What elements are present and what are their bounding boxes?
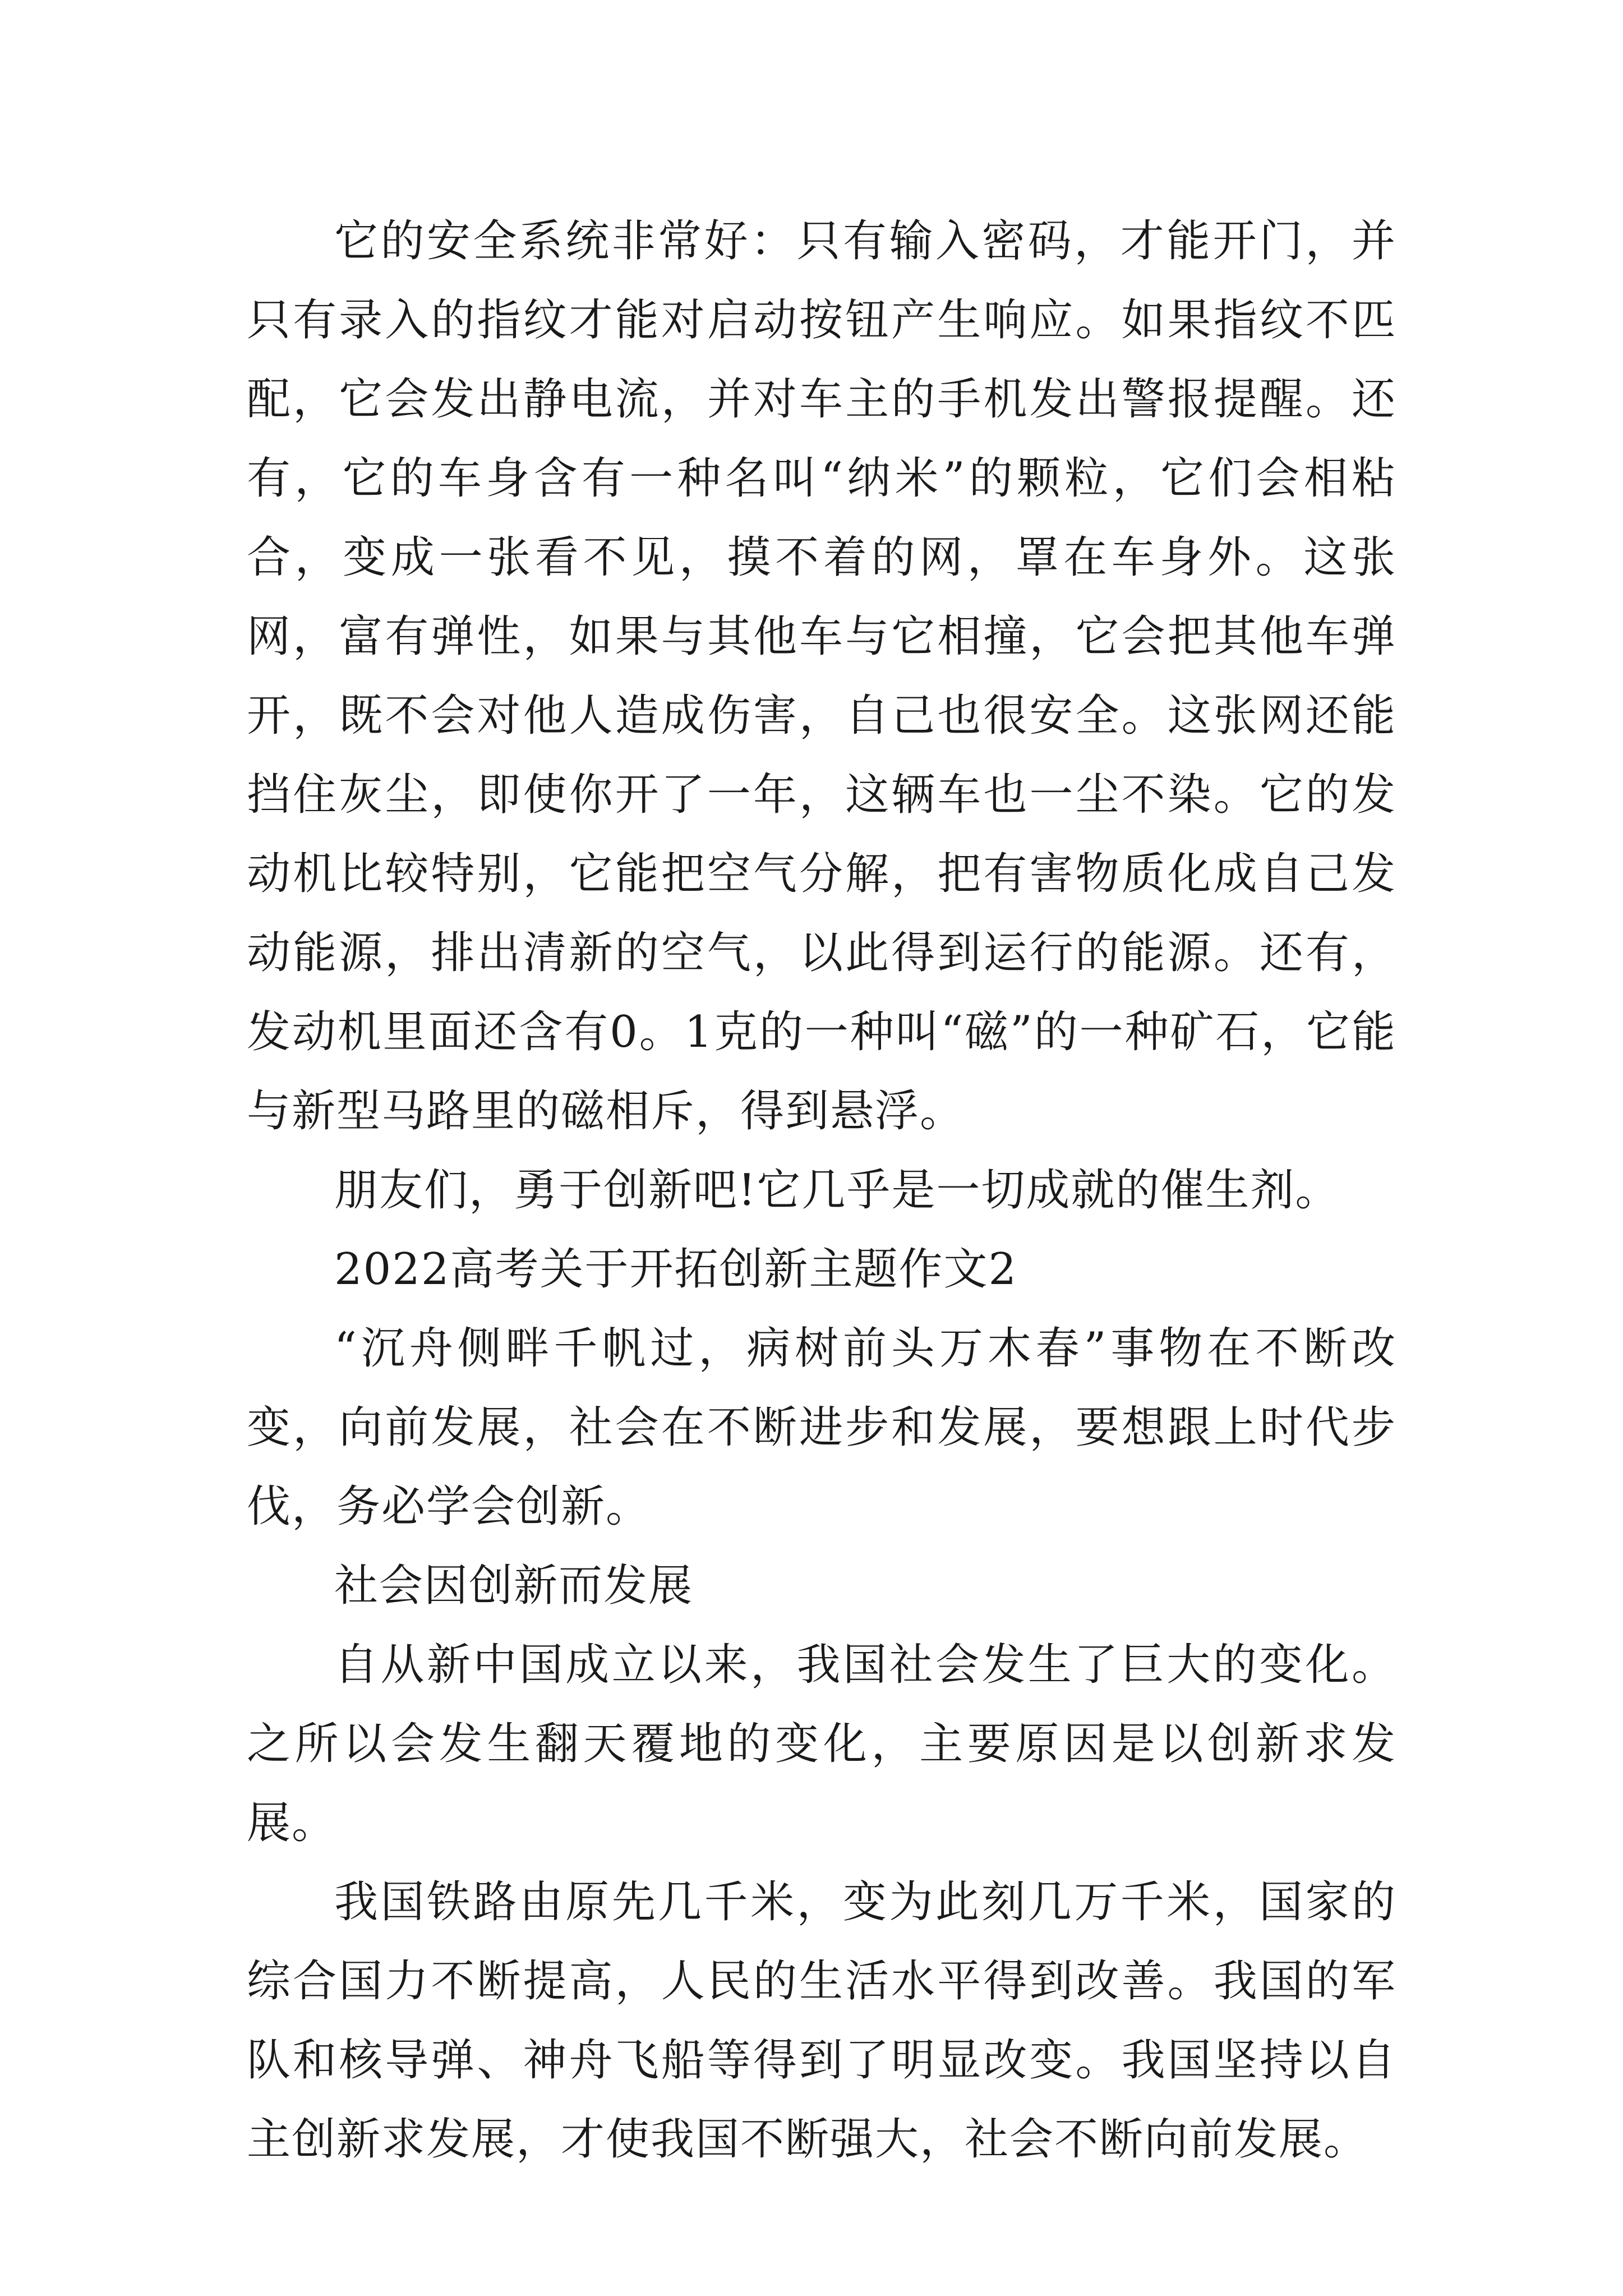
essay-title: 2022高考关于开拓创新主题作文2	[334, 1244, 1018, 1295]
section-heading: 社会因创新而发展	[334, 1561, 694, 1611]
paragraph-car-safety: 它的安全系统非常好：只有输入密码，才能开门，并只有录入的指纹才能对启动按钮产生响应。如果指纹不匹配，它会发出静电流，并对车主的手机发出警报提醒。还有，它的车身含有一种名叫“纳米”的颗粒，它们会相粘合，变成一张看不见，摸不着的网，罩在车身外。这张网，富有弹性，如果与其他车与它相撞，它会把其他车弹开，既不会对他人造成伤害，自己也很安全。这张网还能挡住灰尘，即使你开了一年，这辆车也一尘不染。它的发动机比较特别，它能把空气分解，把有害物质化成自己发动能源，排出清新的空气，以此得到运行的能源。还有，发动机里面还含有0。1克的一种叫“磁”的一种矿石，它能与新型马路里的磁相斥，得到悬浮。	[247, 216, 1396, 1137]
document-body	[247, 202, 1396, 2179]
paragraph-poem-quote: “沉舟侧畔千帆过，病树前头万木春”事物在不断改变，向前发展，社会在不断进步和发展，要想跟上时代步伐，务必学会创新。	[247, 1323, 1396, 1532]
paragraph-new-china: 自从新中国成立以来，我国社会发生了巨大的变化。之所以会发生翻天覆地的变化，主要原因是以创新求发展。	[247, 1640, 1396, 1848]
paragraph-railway: 我国铁路由原先几千米，变为此刻几万千米，国家的综合国力不断提高，人民的生活水平得到改善。我国的军队和核导弹、神舟飞船等得到了明显改变。我国坚持以自主创新求发展，才使我国不断强大，社会不断向前发展。	[247, 1877, 1396, 2165]
paragraph-encourage-innovation: 朋友们，勇于创新吧!它几乎是一切成就的催生剂。	[334, 1165, 1340, 1216]
